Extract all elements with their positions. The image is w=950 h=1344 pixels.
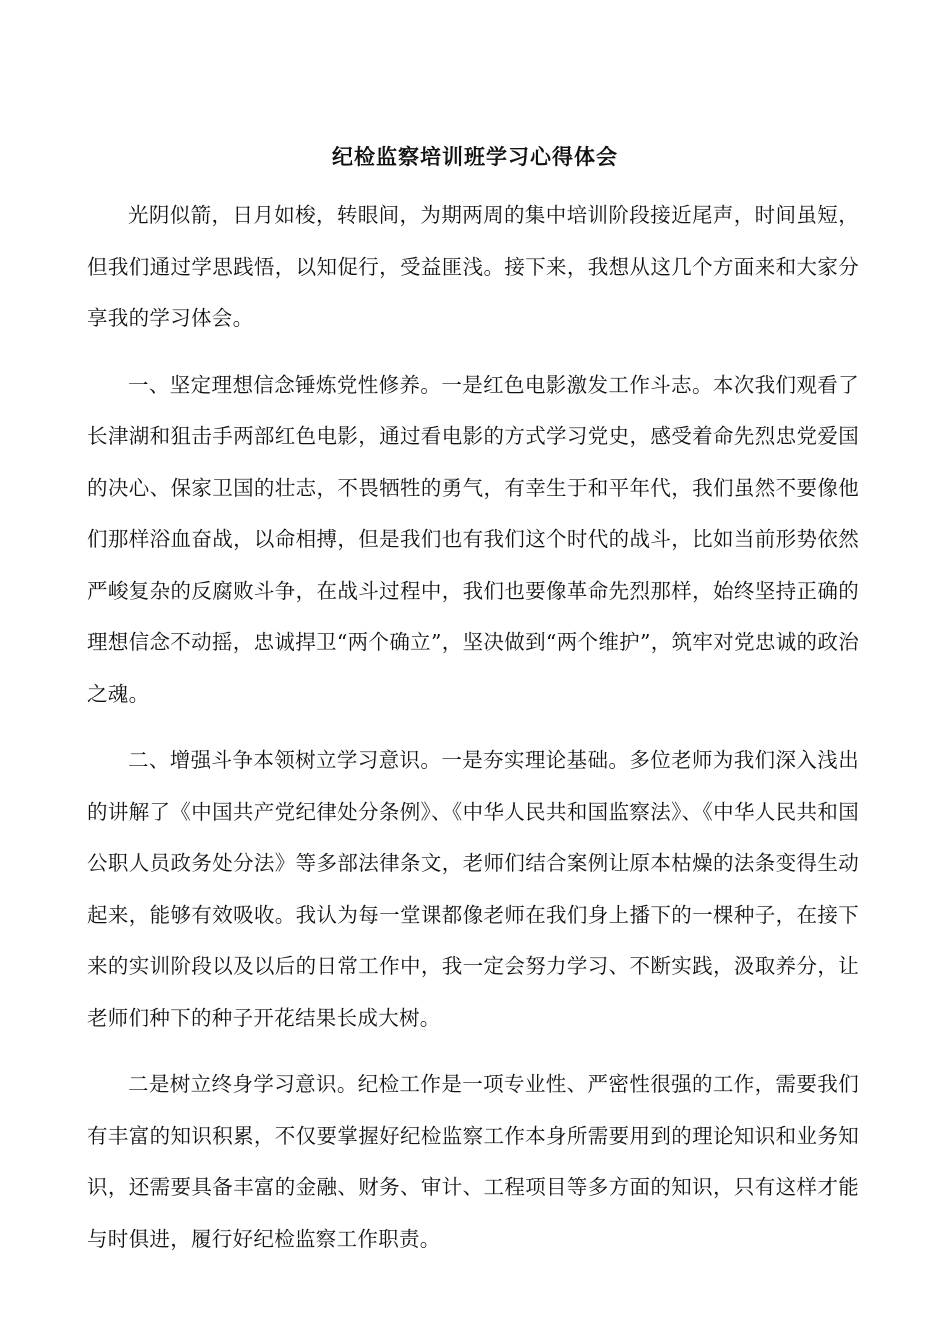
paragraph-section-two: 二、增强斗争本领树立学习意识。一是夯实理论基础。多位老师为我们深入浅出的讲解了《中国共产党纪律处分条例》、《中华人民共和国监察法》、《中华人民共和国公职人员政务处分法》等多部法律条文，老师们结合案例让原本枯燥的法条变得生动起来，能够有效吸收。我认为每一堂课都像老师在我们身上播下的一棵种子，在接下来的实训阶段以及以后的日常工作中，我一定会努力学习、不断实践，汲取养分，让老师们种下的种子开花结果长成大树。 [87, 748, 859, 1030]
document-body [87, 190, 859, 1280]
paragraph-section-one: 一、坚定理想信念锤炼党性修养。一是红色电影激发工作斗志。本次我们观看了长津湖和狙击手两部红色电影，通过看电影的方式学习党史，感受着命先烈忠党爱国的决心、保家卫国的壮志，不畏牺牲的勇气，有幸生于和平年代，我们虽然不要像他们那样浴血奋战，以命相搏，但是我们也有我们这个时代的战斗，比如当前形势依然严峻复杂的反腐败斗争，在战斗过程中，我们也要像革命先烈那样，始终坚持正确的理想信念不动摇，忠诚捍卫“两个确立”，坚决做到“两个维护”，筑牢对党忠诚的政治之魂。 [87, 372, 859, 706]
document-title: 纪检监察培训班学习心得体会 [332, 144, 618, 169]
paragraph-intro: 光阴似箭，日月如梭，转眼间，为期两周的集中培训阶段接近尾声，时间虽短，但我们通过学思践悟，以知促行，受益匪浅。接下来，我想从这几个方面来和大家分享我的学习体会。 [87, 203, 859, 330]
paragraph-section-two-point-two: 二是树立终身学习意识。纪检工作是一项专业性、严密性很强的工作，需要我们有丰富的知识积累，不仅要掌握好纪检监察工作本身所需要用到的理论知识和业务知识，还需要具备丰富的金融、财务、审计、工程项目等多方面的知识，只有这样才能与时俱进，履行好纪检监察工作职责。 [87, 1072, 859, 1251]
